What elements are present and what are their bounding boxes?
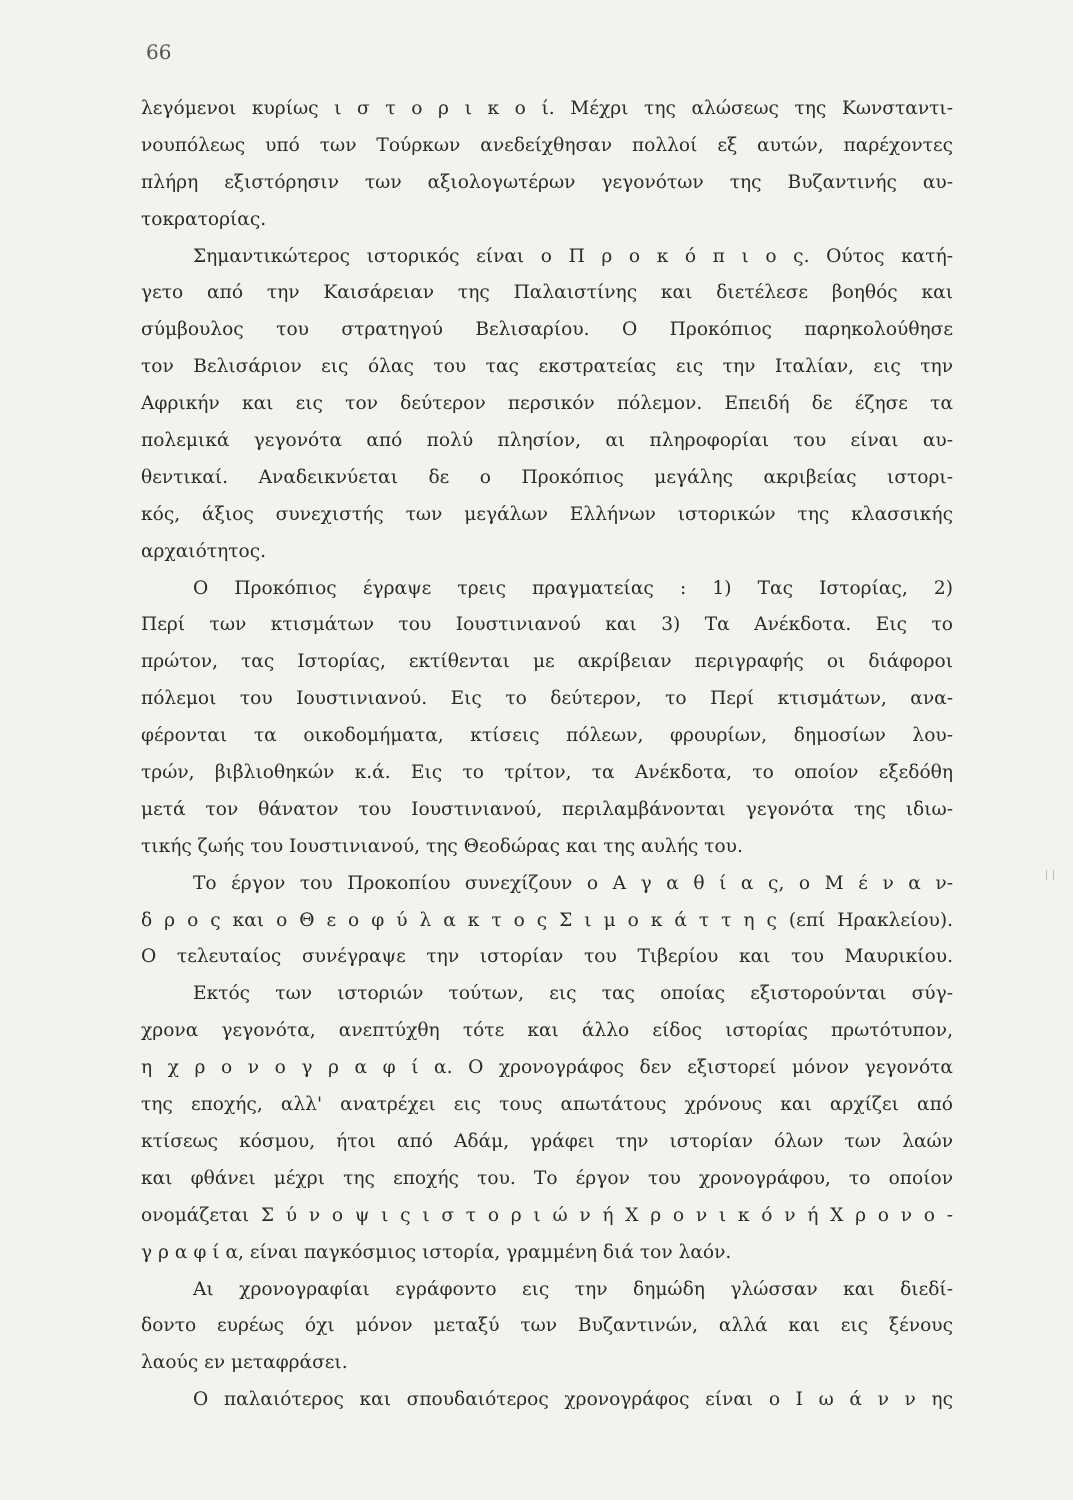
text-line: τοκρατορίας.	[141, 208, 267, 230]
text-line: και φθάνει μέχρι της εποχής του. Το έργον του χρονογράφου, το οποίον	[141, 1167, 953, 1189]
text-line: λαούς εν μεταφράσει.	[141, 1352, 348, 1374]
text-line: γετο από την Καισάρειαν της Παλαιστίνης και διετέλεσε βοηθός και	[141, 282, 953, 304]
text-line: χρονα γεγονότα, ανεπτύχθη τότε και άλλο είδος ιστορίας πρωτότυπον,	[141, 1020, 953, 1042]
text-line: θεντικαί. Αναδεικνύεται δε ο Προκόπιος μεγάλης ακριβείας ιστορι-	[141, 466, 953, 488]
text-line: νουπόλεως υπό των Τούρκων ανεδείχθησαν πολλοί εξ αυτών, παρέχοντες	[141, 134, 953, 156]
text-line: Ο τελευταίος συνέγραψε την ιστορίαν του Τιβερίου και του Μαυρικίου.	[141, 946, 953, 968]
text-line: τρών, βιβλιοθηκών κ.ά. Εις το τρίτον, τα Ανέκδοτα, το οποίον εξεδόθη	[141, 762, 953, 784]
text-line: τικής ζωής του Ιουστινιανού, της Θεοδώρας και της αυλής του.	[141, 835, 743, 857]
text-line: γ ρ α φ ί α, είναι παγκόσμιος ιστορία, γραμμένη διά τον λαόν.	[141, 1241, 732, 1263]
text-line: φέρονται τα οικοδομήματα, κτίσεις πόλεων, φρουρίων, δημοσίων λου-	[141, 725, 953, 747]
text-line: Το έργον του Προκοπίου συνεχίζουν ο Α γ α θ ί α ς, ο Μ έ ν α ν-	[193, 872, 953, 894]
margin-mark	[1046, 870, 1054, 880]
text-line: πλήρη εξιστόρησιν των αξιολογωτέρων γεγονότων της Βυζαντινής αυ-	[141, 171, 953, 193]
text-line: δοντο ευρέως όχι μόνον μεταξύ των Βυζαντινών, αλλά και εις ξένους	[141, 1315, 953, 1337]
text-line: δ ρ ο ς και ο Θ ε ο φ ύ λ α κ τ ο ς Σ ι μ ο κ ά τ τ η ς (επί Ηρακλείου).	[141, 909, 953, 931]
text-line: Αφρικήν και εις τον δεύτερον περσικόν πόλεμον. Επειδή δε έζησε τα	[141, 393, 953, 415]
text-line: Αι χρονογραφίαι εγράφοντο εις την δημώδη γλώσσαν και διεδί-	[193, 1278, 953, 1300]
text-line: μετά τον θάνατον του Ιουστινιανού, περιλαμβάνονται γεγονότα της ιδιω-	[141, 798, 953, 820]
text-line: πολεμικά γεγονότα από πολύ πλησίον, αι πληροφορίαι του είναι αυ-	[141, 430, 953, 452]
text-line: πόλεμοι του Ιουστινιανού. Εις το δεύτερον, το Περί κτισμάτων, ανα-	[141, 688, 953, 710]
text-line: Σημαντικώτερος ιστορικός είναι ο Π ρ ο κ ό π ι ο ς. Ούτος κατή-	[193, 245, 953, 267]
text-line: ονομάζεται Σ ύ ν ο ψ ι ς ι σ τ ο ρ ι ώ ν ή Χ ρ ο ν ι κ ό ν ή Χ ρ ο ν ο -	[141, 1204, 953, 1226]
text-line: της εποχής, αλλ' ανατρέχει εις τους απωτάτους χρόνους και αρχίζει από	[141, 1094, 953, 1116]
text-line: τον Βελισάριον εις όλας του τας εκστρατείας εις την Ιταλίαν, εις την	[141, 356, 953, 378]
text-line: η χ ρ ο ν ο γ ρ α φ ί α. Ο χρονογράφος δεν εξιστορεί μόνον γεγονότα	[141, 1057, 953, 1079]
text-line: σύμβουλος του στρατηγού Βελισαρίου. Ο Προκόπιος παρηκολούθησε	[141, 319, 953, 341]
text-line: Ο παλαιότερος και σπουδαιότερος χρονογράφος είναι ο Ι ω ά ν ν ης	[193, 1389, 953, 1411]
body-text	[141, 91, 953, 1419]
text-line: κός, άξιος συνεχιστής των μεγάλων Ελλήνων ιστορικών της κλασσικής	[141, 503, 953, 525]
page-number: 66	[146, 40, 172, 64]
text-line: πρώτον, τας Ιστορίας, εκτίθενται με ακρίβειαν περιγραφής οι διάφοροι	[141, 651, 953, 673]
text-line: αρχαιότητος.	[141, 540, 267, 562]
text-line: Περί των κτισμάτων του Ιουστινιανού και 3) Τα Ανέκδοτα. Εις το	[141, 614, 953, 636]
text-line: Εκτός των ιστοριών τούτων, εις τας οποίας εξιστορούνται σύγ-	[193, 983, 953, 1005]
text-line: λεγόμενοι κυρίως ι σ τ ο ρ ι κ ο ί. Μέχρι της αλώσεως της Κωνσταντι-	[141, 98, 953, 119]
text-line: κτίσεως κόσμου, ήτοι από Αδάμ, γράφει την ιστορίαν όλων των λαών	[141, 1130, 953, 1152]
text-line: Ο Προκόπιος έγραψε τρεις πραγματείας : 1) Τας Ιστορίας, 2)	[193, 577, 953, 599]
